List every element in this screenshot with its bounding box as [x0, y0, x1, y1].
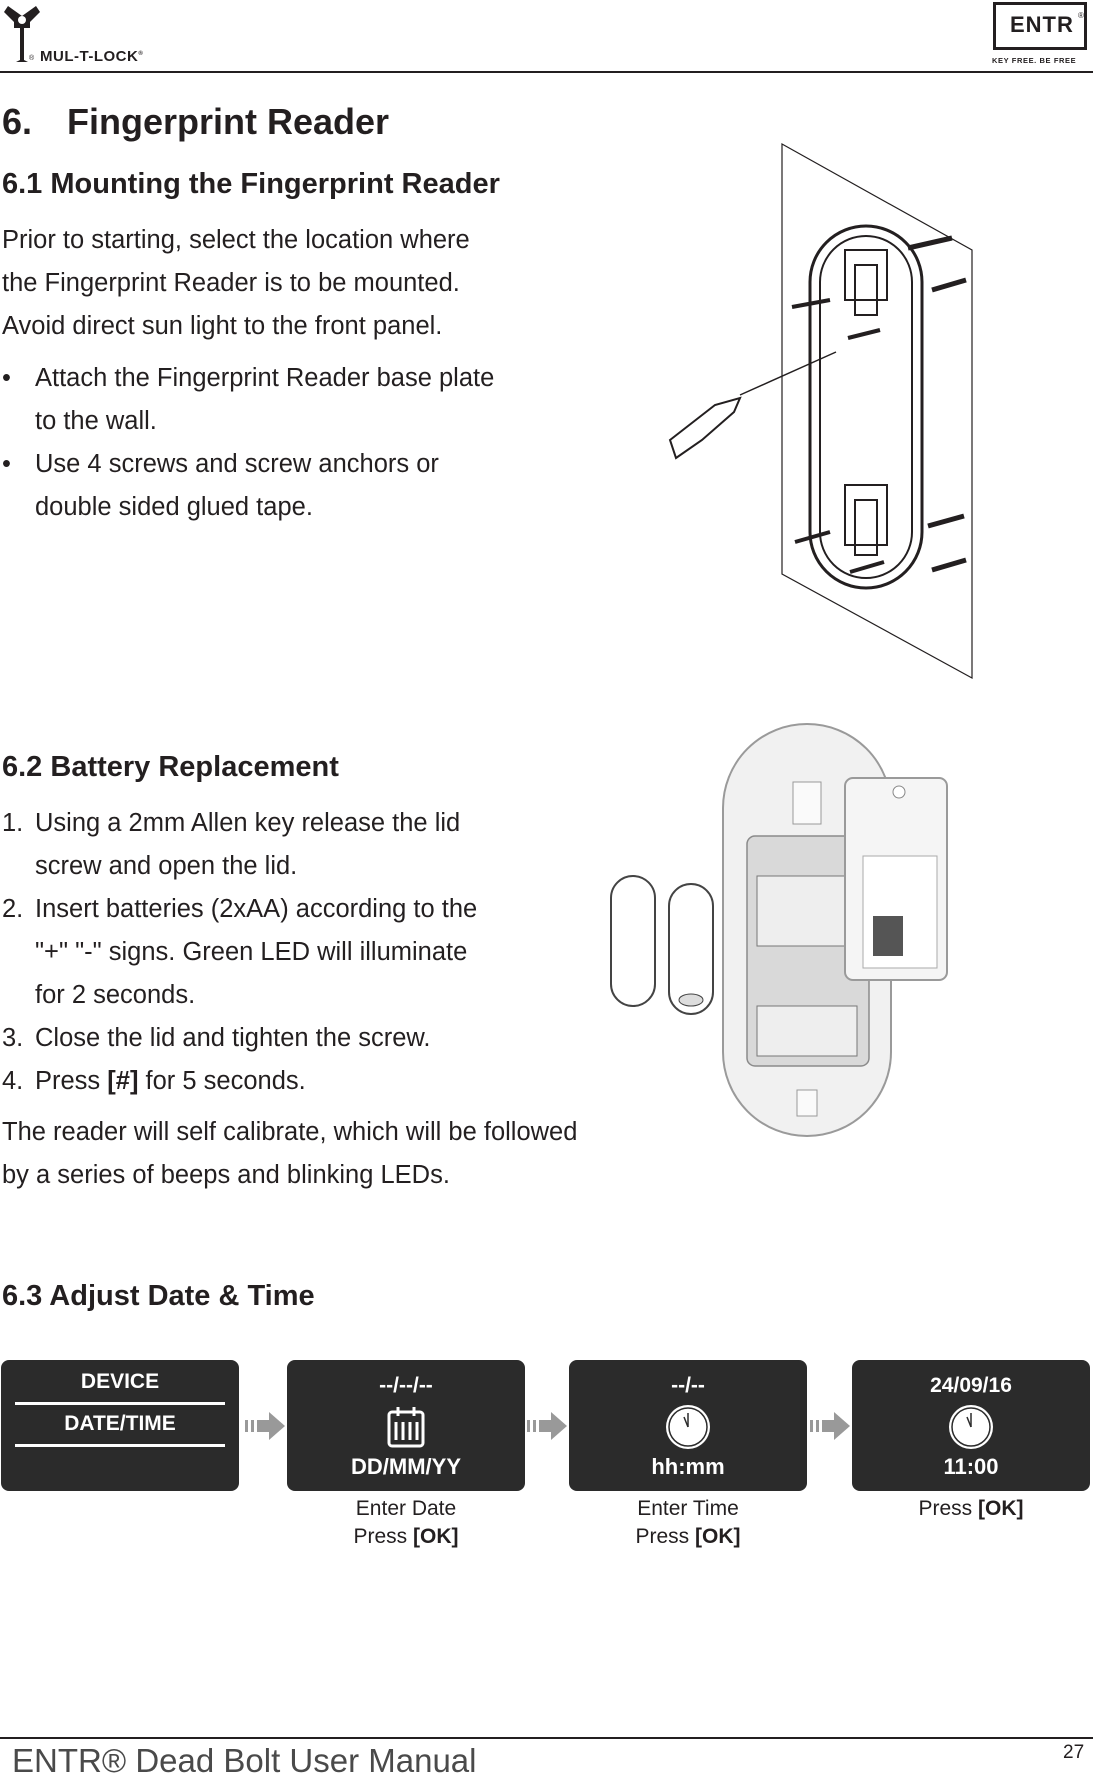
arrow-right-icon [810, 1408, 854, 1444]
list-item: 1. Using a 2mm Allen key release the lid [2, 809, 461, 837]
heading-mounting: 6.1 Mounting the Fingerprint Reader [2, 168, 500, 200]
section-number: 6. [2, 101, 33, 142]
menu-item-date-time: DATE/TIME [64, 1412, 176, 1435]
screen-enter-time [569, 1360, 807, 1491]
caption-confirm: Press [OK] [918, 1497, 1024, 1520]
list-item: 4. Press [#] for 5 seconds. [2, 1067, 306, 1095]
list-item: 3. Close the lid and tighten the screw. [2, 1024, 431, 1052]
entr-logo-word: ENTR [1010, 12, 1074, 37]
heading-date-time: 6.3 Adjust Date & Time [2, 1280, 315, 1312]
section-title: Fingerprint Reader [67, 101, 390, 142]
screen-enter-date [287, 1360, 525, 1491]
time-format: hh:mm [651, 1454, 725, 1479]
list-item: 2. Insert batteries (2xAA) according to the [2, 895, 478, 923]
menu-divider [15, 1402, 225, 1405]
entr-tagline: KEY FREE. BE FREE [992, 56, 1077, 65]
footer-divider [0, 1737, 1093, 1739]
mounting-intro: Prior to starting, select the location where the Fingerprint Reader is to be mounted. Avoid direct sun light to the front panel. [2, 226, 470, 340]
heading-battery: 6.2 Battery Replacement [2, 751, 339, 783]
date-placeholder: --/--/-- [379, 1374, 433, 1397]
date-value: 24/09/16 [930, 1374, 1012, 1397]
header-divider [0, 71, 1093, 73]
caption-enter-date: Enter Date Press [OK] [353, 1497, 459, 1548]
list-item: • Attach the Fingerprint Reader base plate [2, 364, 495, 392]
list-item: • Use 4 screws and screw anchors or [2, 450, 439, 478]
battery-outro: The reader will self calibrate, which will be followed by a series of beeps and blinking LEDs. [2, 1118, 578, 1189]
screen-confirm-date-time [852, 1360, 1090, 1491]
time-placeholder: --/-- [671, 1374, 705, 1397]
arrow-right-icon [245, 1408, 289, 1444]
calendar-icon [381, 1402, 431, 1452]
page-number: 27 [1063, 1742, 1085, 1763]
entr-registered-mark: ® [1078, 11, 1084, 20]
mounting-bullets: • Attach the Fingerprint Reader base plate to the wall. • Use 4 screws and screw anchors or double sided glued tape. [2, 357, 494, 529]
date-format: DD/MM/YY [351, 1454, 461, 1479]
screen-device-menu [1, 1360, 239, 1491]
brand-name-left: MUL-T-LOCK® [40, 48, 144, 65]
caption-enter-time: Enter Time Press [OK] [635, 1497, 741, 1548]
clock-icon [946, 1402, 996, 1452]
menu-item-device: DEVICE [80, 1370, 160, 1393]
battery-illustration [605, 720, 955, 1140]
brand-registered-mark: ® [29, 55, 35, 62]
mounting-illustration [660, 140, 980, 680]
footer-title: ENTR® Dead Bolt User Manual [12, 1742, 477, 1779]
menu-divider [15, 1444, 225, 1447]
arrow-right-icon [527, 1408, 571, 1444]
time-value: 11:00 [943, 1454, 999, 1479]
clock-icon [663, 1402, 713, 1452]
battery-steps: 1. Using a 2mm Allen key release the lid screw and open the lid. 2. Insert batteries (2xAA) according to the "+" "-" signs. Green LED will illuminate for 2 seconds. 3. Close the lid and tighten the screw. 4. Press [#] for 5 seconds. [2, 802, 477, 1103]
